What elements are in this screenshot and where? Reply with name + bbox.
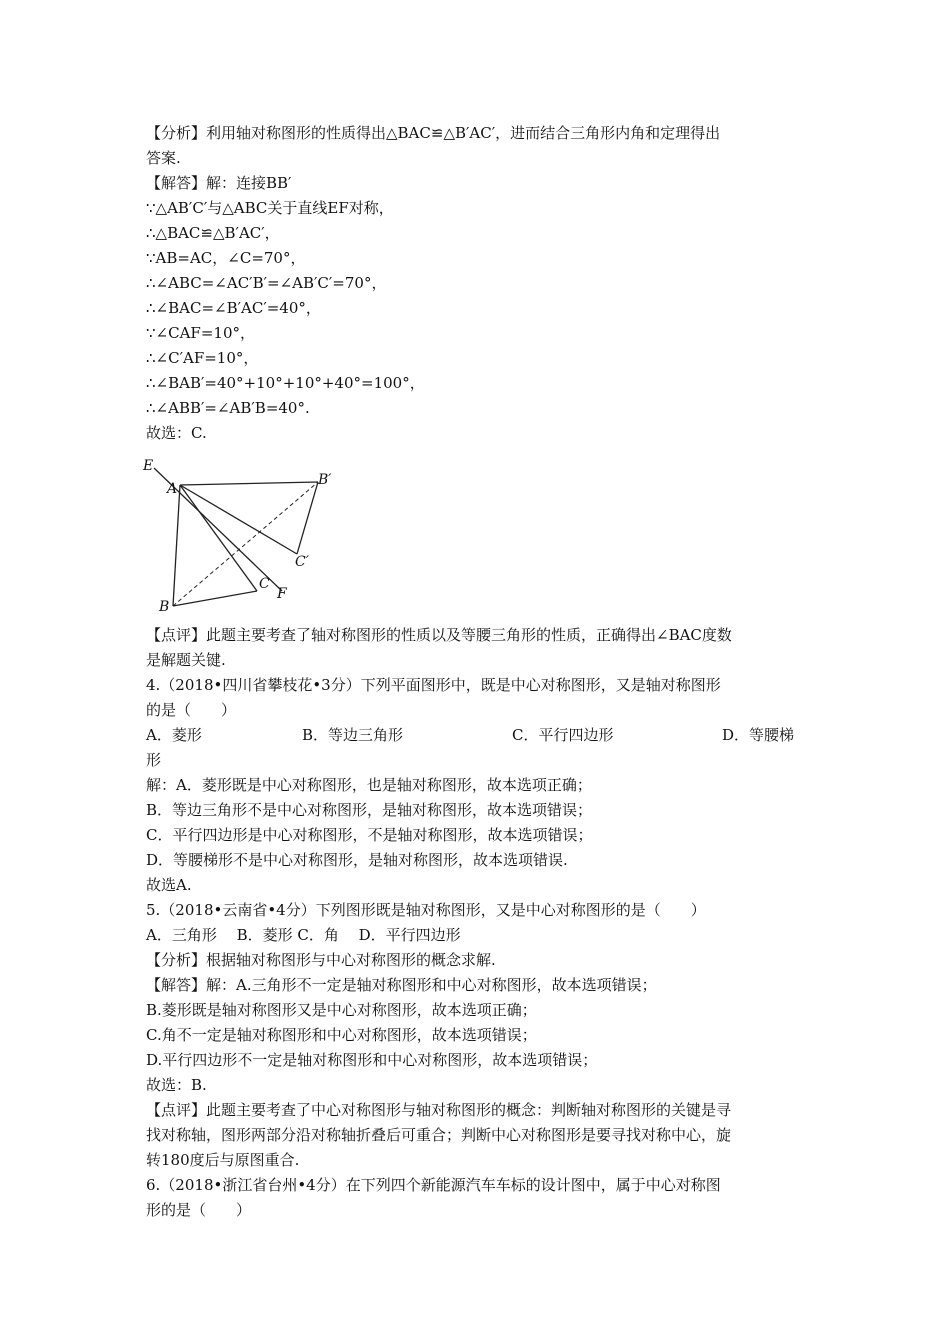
segment-ab (173, 485, 180, 606)
answer-heading: 【解答】解：连接BB′ (146, 174, 292, 192)
proof-step: ∵∠CAF=10°， (146, 324, 255, 342)
segment-ab-prime (180, 482, 318, 485)
question-4-solution: B．等边三角形不是中心对称图形，是轴对称图形，故本选项错误； (146, 801, 593, 819)
question-5-review: 【点评】此题主要考查了中心对称图形与轴对称图形的概念：判断轴对称图形的关键是寻 (146, 1101, 732, 1119)
label-c: C (259, 576, 270, 592)
question-6-stem-cont: 形的是（ ） (146, 1201, 252, 1219)
label-a: A (167, 481, 178, 497)
label-b-prime: B′ (318, 472, 332, 488)
proof-step: ∴∠ABB′=∠AB′B=40°. (146, 399, 310, 417)
question-4-stem: 4.（2018•四川省攀枝花•3分）下列平面图形中，既是中心对称图形，又是轴对称图形 (146, 676, 721, 694)
question-5-solution: C.角不一定是轴对称图形和中心对称图形，故本选项错误； (146, 1026, 537, 1044)
question-4-option-d: D．等腰梯 (722, 726, 795, 744)
question-5-solution: 【解答】解：A.三角形不一定是轴对称图形和中心对称图形，故本选项错误； (146, 976, 657, 994)
question-5-solution: B.菱形既是轴对称图形又是中心对称图形，故本选项正确； (146, 1001, 537, 1019)
label-e: E (143, 458, 154, 474)
question-4-solution: D．等腰梯形不是中心对称图形，是轴对称图形，故本选项错误. (146, 851, 568, 869)
proof-step: ∴∠BAC=∠B′AC′=40°， (146, 299, 321, 317)
label-f: F (277, 586, 287, 602)
segment-ac (180, 485, 257, 591)
question-5-review: 找对称轴，图形两部分沿对称轴折叠后可重合；判断中心对称图形是要寻找对称中心，旋 (146, 1126, 732, 1144)
answer-choice: 故选：C. (146, 424, 207, 442)
segment-bc (173, 591, 257, 606)
label-b: B (159, 599, 170, 615)
question-4-option-c: C．平行四边形 (512, 726, 614, 744)
proof-step: ∵AB=AC，∠C=70°， (146, 249, 306, 267)
question-4-stem-cont: 的是（ ） (146, 701, 237, 719)
label-c-prime: C′ (295, 554, 309, 570)
segment-b-prime-c-prime (297, 482, 318, 554)
geometry-figure (140, 450, 340, 615)
question-5-options: A．三角形 B．菱形 C．角 D．平行四边形 (146, 926, 461, 944)
question-6-stem: 6.（2018•浙江省台州•4分）在下列四个新能源汽车车标的设计图中，属于中心对称图 (146, 1176, 721, 1194)
question-4-option-d-wrap: 形 (146, 751, 162, 769)
review-line-1: 【点评】此题主要考查了轴对称图形的性质以及等腰三角形的性质，正确得出∠BAC度数 (146, 626, 732, 644)
question-5-solution: D.平行四边形不一定是轴对称图形和中心对称图形，故本选项错误； (146, 1051, 598, 1069)
question-4-solution: C．平行四边形是中心对称图形，不是轴对称图形，故本选项错误； (146, 826, 593, 844)
analysis-line-1: 【分析】利用轴对称图形的性质得出△BAC≌△B′AC′，进而结合三角形内角和定理得出 (146, 124, 721, 142)
proof-step: ∴∠BAB′=40°+10°+10°+40°=100°， (146, 374, 425, 392)
question-5-answer: 故选：B. (146, 1076, 207, 1094)
review-line-2: 是解题关键. (146, 651, 226, 669)
proof-step: ∴∠C′AF=10°， (146, 349, 259, 367)
proof-step: ∵△AB′C′与△ABC关于直线EF对称， (146, 199, 394, 217)
question-5-analysis: 【分析】根据轴对称图形与中心对称图形的概念求解. (146, 951, 496, 969)
segment-ac-prime (180, 485, 297, 554)
question-5-stem: 5.（2018•云南省•4分）下列图形既是轴对称图形，又是中心对称图形的是（ ） (146, 901, 706, 919)
question-4-option-a: A．菱形 (146, 726, 202, 744)
question-5-review: 转180度后与原图重合. (146, 1151, 300, 1169)
question-4-answer: 故选A. (146, 876, 192, 894)
proof-step: ∴∠ABC=∠AC′B′=∠AB′C′=70°， (146, 274, 387, 292)
question-4-solution: 解：A．菱形既是中心对称图形，也是轴对称图形，故本选项正确； (146, 776, 592, 794)
question-4-option-b: B．等边三角形 (302, 726, 404, 744)
proof-step: ∴△BAC≌△B′AC′， (146, 224, 280, 242)
analysis-line-2: 答案. (146, 149, 181, 167)
segment-bb-prime-dashed (173, 482, 318, 606)
